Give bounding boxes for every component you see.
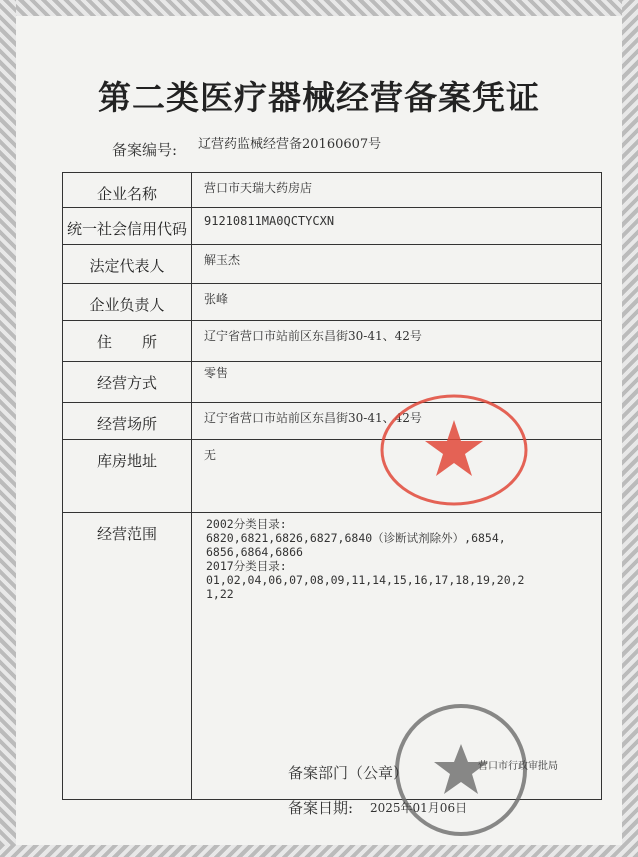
domicile-label: 住 所 [96,333,157,351]
table-row [63,321,602,362]
star-icon [425,420,483,476]
registration-number-label: 备案编号: [112,141,178,159]
row-label [63,245,192,284]
business-mode-value: 零售 [204,366,229,380]
credit-code-label: 统一社会信用代码 [66,220,187,238]
row-label [63,513,192,800]
decorative-border-bottom [0,845,638,857]
table-row [63,173,602,208]
row-value [192,284,602,321]
row-label [63,208,192,245]
filing-department-label: 备案部门（公章） [288,764,409,782]
table-row [63,208,602,245]
decorative-border-right [622,0,638,857]
company-name-label: 企业名称 [96,185,157,203]
company-name-value: 营口市天瑞大药房店 [204,181,313,195]
issuing-authority: 营口市行政审批局 [478,761,558,772]
row-value [192,208,602,245]
red-company-seal-icon [378,392,530,510]
person-in-charge-label: 企业负责人 [89,296,165,314]
table-row [63,284,602,321]
row-value [192,321,602,362]
row-label [63,321,192,362]
row-label [63,284,192,321]
filing-date-value: 2025年01月06日 [370,801,468,815]
business-scope-label: 经营范围 [96,525,157,543]
decorative-border-top [0,0,638,16]
row-value [192,245,602,284]
row-value [192,173,602,208]
credit-code-value: 91210811MA0QCTYCXN [204,214,335,228]
filing-date-label: 备案日期: [288,799,354,817]
business-mode-label: 经营方式 [96,374,157,392]
warehouse-address-label: 库房地址 [96,452,157,470]
decorative-border-left [0,0,16,857]
warehouse-address-value: 无 [204,448,217,462]
row-label [63,440,192,513]
row-label [63,403,192,440]
row-label [63,362,192,403]
table-row [63,245,602,284]
legal-representative-label: 法定代表人 [89,257,165,275]
business-scope-value: 2002分类目录: 6820,6821,6826,6827,6840（诊断试剂除外）,6854, 6856,6864,6866 2017分类目录: 01,02,04,06,07,08,09,11,14,15,16,17,18,19,20,2 1,22 [206,517,525,601]
registration-number-value: 辽营药监械经营备20160607号 [198,137,382,152]
certificate-title: 第二类医疗器械经营备案凭证 [98,78,540,117]
row-label [63,173,192,208]
domicile-value: 辽宁省营口市站前区东昌街30-41、42号 [204,329,422,343]
legal-representative-value: 解玉杰 [204,253,241,267]
person-in-charge-value: 张峰 [204,292,229,306]
business-premises-label: 经营场所 [96,415,157,433]
business-premises-value: 辽宁省营口市站前区东昌街30-41、42号 [204,411,422,425]
